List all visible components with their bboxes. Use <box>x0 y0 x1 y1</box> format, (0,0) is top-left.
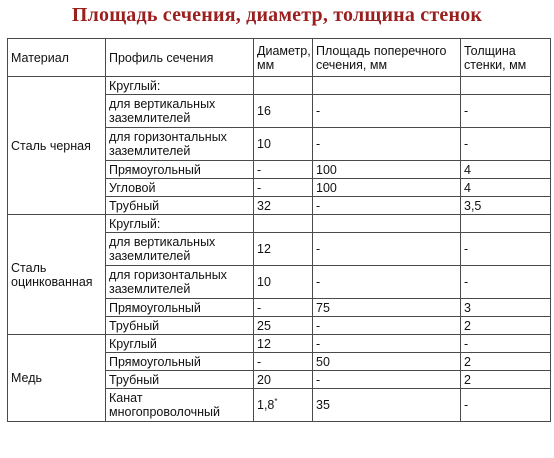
wall-cell: 2 <box>461 317 551 335</box>
wall-cell <box>461 215 551 233</box>
wall-cell <box>461 77 551 95</box>
area-cell: - <box>313 128 461 161</box>
area-cell: - <box>313 95 461 128</box>
wall-cell: 4 <box>461 161 551 179</box>
profile-cell: Прямоугольный <box>106 299 254 317</box>
profile-cell: Прямоугольный <box>106 161 254 179</box>
wall-cell: - <box>461 95 551 128</box>
specs-table <box>7 38 551 422</box>
diameter-cell <box>254 215 313 233</box>
area-cell: 100 <box>313 179 461 197</box>
profile-cell: для горизонтальных заземлителей <box>106 266 254 299</box>
diameter-value: 1,8 <box>257 398 275 412</box>
area-cell: - <box>313 335 461 353</box>
area-cell: - <box>313 317 461 335</box>
diameter-cell: 16 <box>254 95 313 128</box>
profile-cell: для вертикальных заземлителей <box>106 233 254 266</box>
diameter-cell: - <box>254 161 313 179</box>
header-wall: Толщина стенки, мм <box>461 39 551 77</box>
area-cell <box>313 215 461 233</box>
table-row <box>8 335 551 353</box>
header-diameter: Диаметр, мм <box>254 39 313 77</box>
page-title: Площадь сечения, диаметр, толщина стенок <box>71 4 483 26</box>
profile-cell: Круглый: <box>106 77 254 95</box>
header-profile: Профиль сечения <box>106 39 254 77</box>
wall-cell: - <box>461 266 551 299</box>
profile-cell: Угловой <box>106 179 254 197</box>
header-row <box>8 39 551 77</box>
profile-cell: для горизонтальных заземлителей <box>106 128 254 161</box>
profile-cell: Трубный <box>106 317 254 335</box>
diameter-cell: 12 <box>254 233 313 266</box>
material-cell: Сталь оцинкованная <box>8 215 106 335</box>
profile-cell: Трубный <box>106 197 254 215</box>
diameter-cell: - <box>254 299 313 317</box>
area-cell: - <box>313 266 461 299</box>
wall-cell: - <box>461 335 551 353</box>
header-area: Площадь поперечного сечения, мм <box>313 39 461 77</box>
profile-cell: для вертикальных заземлителей <box>106 95 254 128</box>
footnote-mark: * <box>274 396 278 406</box>
diameter-cell: - <box>254 179 313 197</box>
area-cell: 50 <box>313 353 461 371</box>
table-row <box>8 77 551 95</box>
profile-cell: Круглый <box>106 335 254 353</box>
diameter-cell: 25 <box>254 317 313 335</box>
area-cell: - <box>313 233 461 266</box>
area-cell: - <box>313 371 461 389</box>
diameter-cell: 32 <box>254 197 313 215</box>
profile-cell: Круглый: <box>106 215 254 233</box>
wall-cell: 3 <box>461 299 551 317</box>
area-cell: 35 <box>313 389 461 422</box>
profile-cell: Канат многопроволочный <box>106 389 254 422</box>
area-cell: - <box>313 197 461 215</box>
wall-cell: 3,5 <box>461 197 551 215</box>
diameter-cell: 12 <box>254 335 313 353</box>
diameter-cell: - <box>254 353 313 371</box>
header-material: Материал <box>8 39 106 77</box>
material-cell: Сталь черная <box>8 77 106 215</box>
profile-cell: Трубный <box>106 371 254 389</box>
profile-cell: Прямоугольный <box>106 353 254 371</box>
wall-cell: - <box>461 233 551 266</box>
material-cell: Медь <box>8 335 106 422</box>
wall-cell: 4 <box>461 179 551 197</box>
wall-cell: 2 <box>461 353 551 371</box>
area-cell: 75 <box>313 299 461 317</box>
diameter-cell: 20 <box>254 371 313 389</box>
area-cell: 100 <box>313 161 461 179</box>
diameter-cell <box>254 389 313 422</box>
wall-cell: 2 <box>461 371 551 389</box>
diameter-cell: 10 <box>254 128 313 161</box>
diameter-cell <box>254 77 313 95</box>
wall-cell: - <box>461 128 551 161</box>
diameter-cell: 10 <box>254 266 313 299</box>
wall-cell: - <box>461 389 551 422</box>
table-row <box>8 215 551 233</box>
area-cell <box>313 77 461 95</box>
